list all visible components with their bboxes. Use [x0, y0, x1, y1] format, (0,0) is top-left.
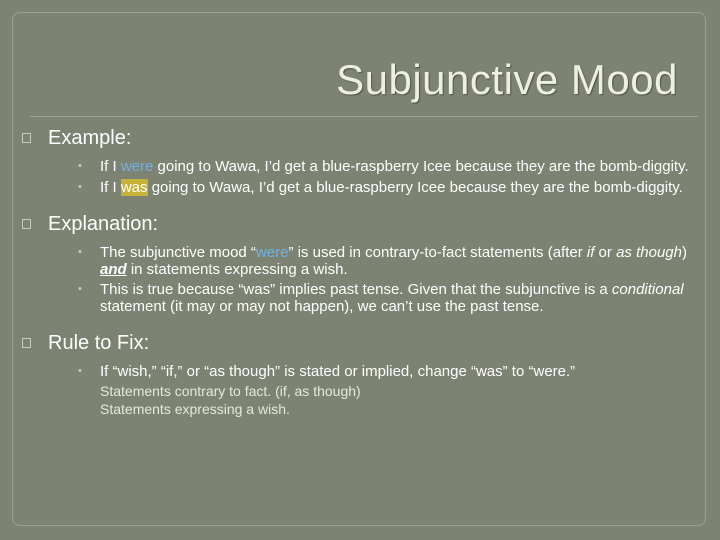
emphasized-word: and	[100, 261, 127, 278]
example-item	[78, 179, 702, 196]
text-fragment: in statements expressing a wish.	[126, 261, 348, 278]
text-fragment: This is true because “was” implies past tense. Given that the subjunctive is a	[100, 281, 612, 298]
slide-content	[22, 122, 702, 418]
text-fragment: statement (it may or may not happen), we can’t use the past tense.	[100, 298, 544, 315]
explanation-item	[78, 281, 702, 315]
section-heading-rule: Rule to Fix:	[48, 332, 150, 354]
highlighted-word: was	[120, 179, 148, 196]
rule-item	[78, 363, 702, 380]
title-divider	[30, 116, 698, 117]
italic-word: if	[586, 244, 595, 261]
square-bullet-icon	[22, 338, 31, 348]
dot-bullet-icon: •	[78, 181, 82, 193]
example-item	[78, 158, 702, 175]
page-title: Subjunctive Mood	[336, 56, 678, 103]
highlighted-word: were	[120, 158, 154, 175]
text-fragment: If I	[100, 158, 121, 175]
square-bullet-icon	[22, 219, 31, 229]
rule-subitem: Statements contrary to fact. (if, as though)	[100, 383, 361, 399]
italic-word: as though	[616, 244, 682, 261]
text-fragment: or	[594, 244, 617, 261]
section-example	[22, 126, 702, 196]
rule-subitem: Statements expressing a wish.	[100, 401, 290, 417]
section-rule	[22, 331, 702, 418]
italic-word: conditional	[611, 281, 684, 298]
text-fragment: If I	[100, 179, 121, 196]
text-fragment: going to Wawa, I’d get a blue-raspberry Icee because they are the bomb-diggity.	[153, 158, 689, 175]
highlighted-word: were	[255, 244, 289, 261]
explanation-item	[78, 244, 702, 278]
text-fragment: going to Wawa, I’d get a blue-raspberry Icee because they are the bomb-diggity.	[147, 179, 683, 196]
text-fragment: ” is used in contrary-to-fact statements (after	[288, 244, 587, 261]
square-bullet-icon	[22, 133, 31, 143]
dot-bullet-icon: •	[78, 246, 82, 258]
text-fragment: The subjunctive mood “	[100, 244, 256, 261]
dot-bullet-icon: •	[78, 160, 82, 172]
dot-bullet-icon: •	[78, 283, 82, 295]
text-fragment: If “wish,” “if,” or “as though” is stated or implied, change “was” to “were.”	[100, 363, 576, 380]
section-heading-example: Example:	[48, 127, 132, 149]
text-fragment: )	[681, 244, 687, 261]
section-explanation	[22, 212, 702, 315]
dot-bullet-icon: •	[78, 365, 82, 377]
section-heading-explanation: Explanation:	[48, 213, 159, 235]
